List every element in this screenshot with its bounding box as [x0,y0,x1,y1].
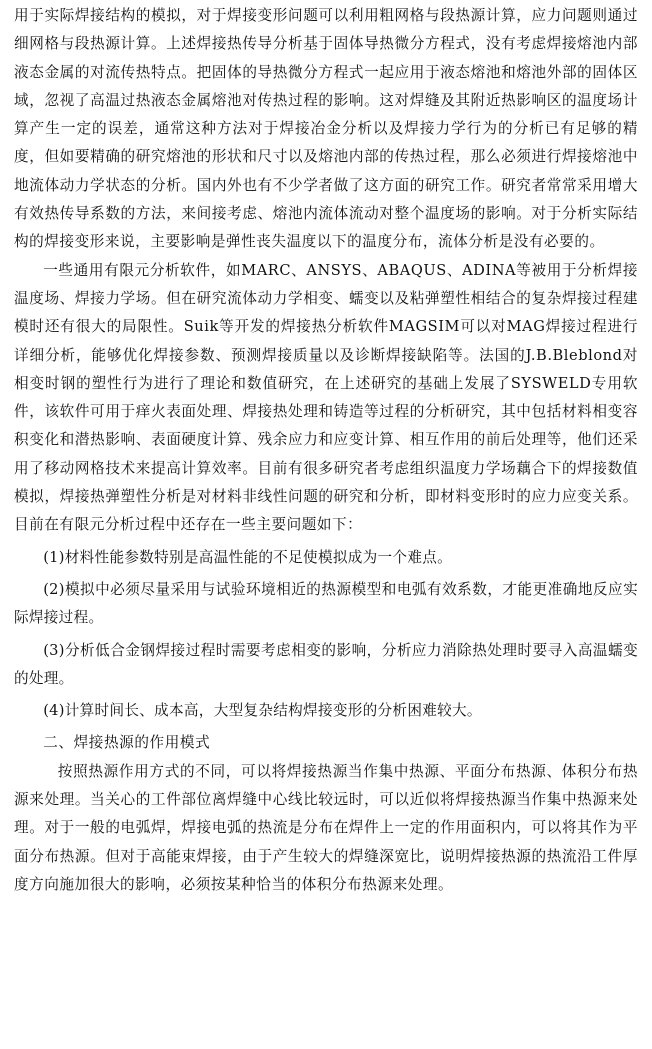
paragraph-thermal-analysis: 用于实际焊接结构的模拟，对于焊接变形问题可以利用粗网格与段热源计算，应力问题则通过细网格与段热源计算。上述焊接热传导分析基于固体导热微分方程式，没有考虑焊接熔池内部液态金属的对流传热特点。把固体的导热微分方程式一起应用于液态熔池和熔池外部的固体区域，忽视了高温过热液态金属熔池对传热过程的影响。这对焊缝及其附近热影响区的温度场计算产生一定的误差，通常这种方法对于焊接冶金分析以及焊接力学行为的分析已有足够的精度，但如要精确的研究熔池的形状和尺寸以及熔池内部的传热过程，那么必须进行焊接熔池中地流体动力学状态的分析。国内外也有不少学者做了这方面的研究工作。研究者常常采用增大有效热传导系数的方法，来间接考虑、熔池内流体流动对整个温度场的影响。对于分析实际结构的焊接变形来说，主要影响是弹性丧失温度以下的温度分布，流体分析是没有必要的。 [14,7,638,251]
list-item-1: (1)材料性能参数特别是高温性能的不足使模拟成为一个难点。 [43,548,452,566]
list-item-4: (4)计算时间长、成本高，大型复杂结构焊接变形的分析困难较大。 [43,702,482,720]
section-heading: 二、焊接热源的作用模式 [43,734,211,752]
list-item-2: (2)模拟中必须尽量采用与试验环境相近的热源模型和电弧有效系数，才能更准确地反应实际焊接过程。 [14,580,638,627]
paragraph-fem-software: 一些通用有限元分析软件，如MARC、ANSYS、ABAQUS、ADINA等被用于分析焊接温度场、焊接力学场。但在研究流体动力学相变、蠕变以及粘弹塑性相结合的复杂焊接过程建模时还有很大的局限性。Suik等开发的焊接热分析软件MAGSIM可以对MAG焊接过程进行详细分析，能够优化焊接参数、预测焊接质量以及诊断焊接缺陷等。法国的J.B.Bleblond对相变时钢的塑性行为进行了理论和数值研究，在上述研究的基础上发展了SYSWELD专用软件，该软件可用于痒火表面处理、焊接热处理和铸造等过程的分析研究，其中包括材料相变容积变化和潜热影响、表面硬度计算、残余应力和应变计算、相互作用的前后处理等，他们还采用了移动网格技术来提高计算效率。目前有很多研究者考虑组织温度力学场藕合下的焊接数值模拟，焊接热弹塑性分析是对材料非线性问题的研究和分析，即材料变形时的应力应变关系。目前在有限元分析过程中还存在一些主要问题如下： [14,261,638,534]
list-item-3: (3)分析低合金钢焊接过程时需要考虑相变的影响，分析应力消除热处理时要寻入高温蠕变的处理。 [14,641,638,687]
paragraph-heat-source-modes: 按照热源作用方式的不同，可以将焊接热源当作集中热源、平面分布热源、体积分布热源来处理。当关心的工件部位离焊缝中心线比较远时，可以近似将焊接热源当作集中热源来处理。对于一般的电弧焊，焊接电弧的热流是分布在焊件上一定的作用面积内，可以将其作为平面分布热源。但对于高能束焊接，由于产生较大的焊缝深宽比，说明焊接热源的热流沿工件厚度方向施加很大的影响，必须按某种恰当的体积分布热源来处理。 [14,762,638,893]
